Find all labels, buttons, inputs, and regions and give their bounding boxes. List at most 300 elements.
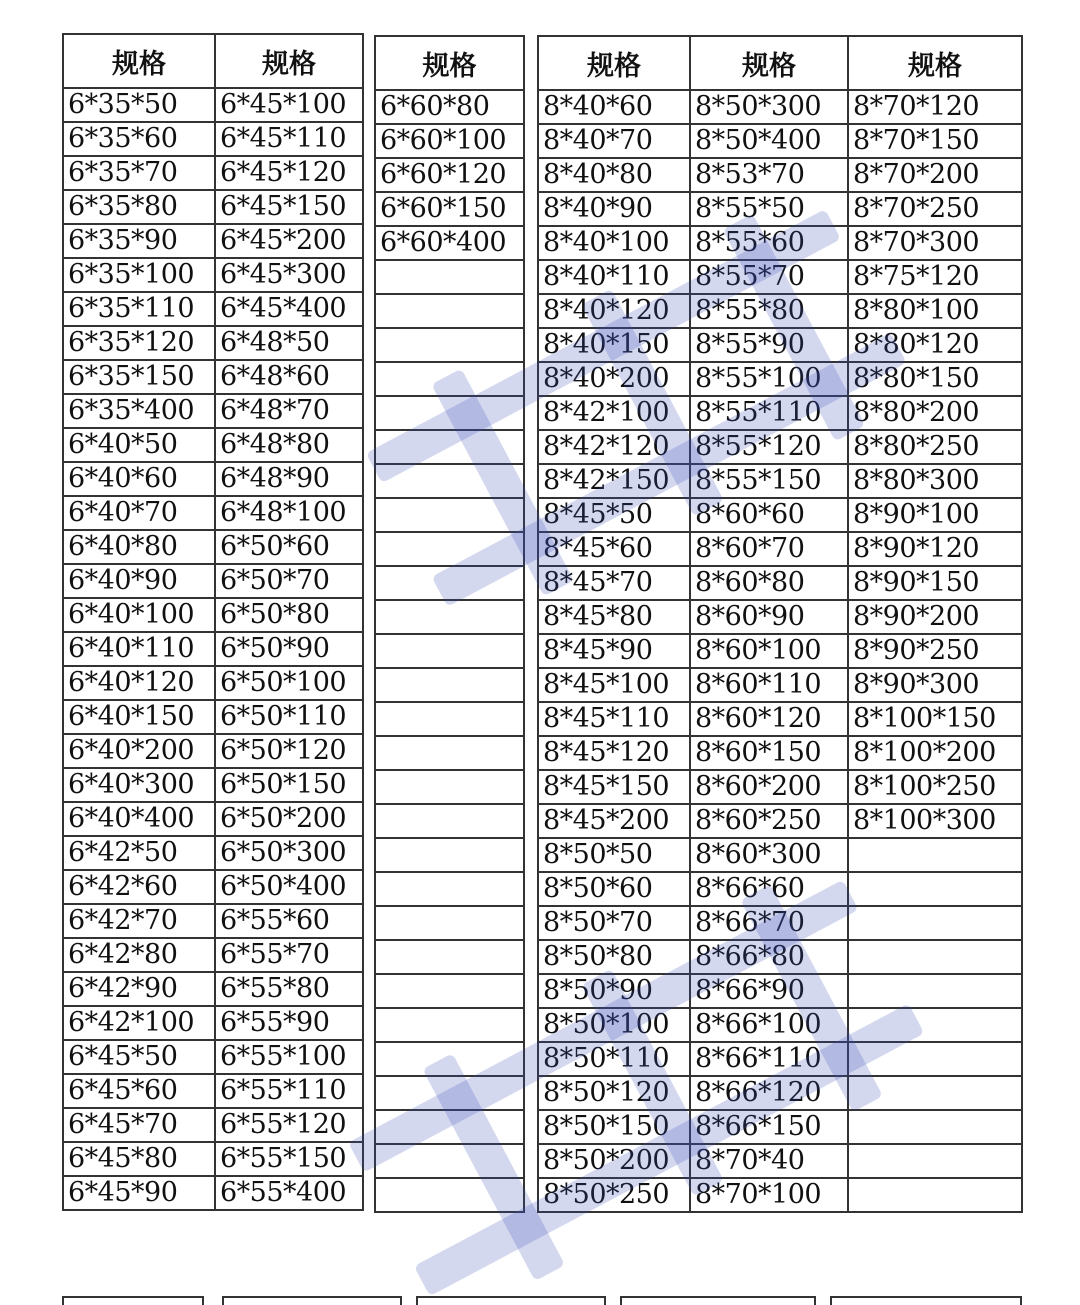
spec-cell: [848, 1110, 1022, 1144]
spec-cell: 6*50*80: [215, 598, 363, 632]
table-row: [63, 802, 363, 836]
table-row: [538, 1110, 1022, 1144]
spec-cell: [848, 1008, 1022, 1042]
table-row: [63, 564, 363, 598]
table-row: [538, 872, 1022, 906]
spec-cell: 6*42*90: [63, 972, 215, 1006]
spec-cell: 6*35*120: [63, 326, 215, 360]
table-row: [375, 464, 524, 498]
table-row: [538, 226, 1022, 260]
table-row: [375, 90, 524, 124]
table-row: [63, 258, 363, 292]
spec-cell: 6*45*120: [215, 156, 363, 190]
table-row: [63, 530, 363, 564]
spec-cell: [375, 736, 524, 770]
spec-cell: 8*70*150: [848, 124, 1022, 158]
spec-cell: 6*50*70: [215, 564, 363, 598]
spec-cell: 8*60*120: [690, 702, 848, 736]
spec-cell: 8*70*300: [848, 226, 1022, 260]
spec-cell: 6*55*90: [215, 1006, 363, 1040]
spec-cell: 8*66*90: [690, 974, 848, 1008]
spec-cell: 8*40*70: [538, 124, 690, 158]
spec-cell: 8*45*80: [538, 600, 690, 634]
spec-cell: 8*60*110: [690, 668, 848, 702]
spec-cell: 8*45*110: [538, 702, 690, 736]
spec-cell: [375, 770, 524, 804]
spec-cell: 6*50*60: [215, 530, 363, 564]
spec-cell: 8*60*90: [690, 600, 848, 634]
spec-cell: 6*60*150: [375, 192, 524, 226]
spec-cell: 6*50*150: [215, 768, 363, 802]
table-row: [375, 940, 524, 974]
table-row: [538, 1076, 1022, 1110]
table-row: [63, 938, 363, 972]
cropped-next-table: [62, 1296, 204, 1305]
spec-cell: 6*42*60: [63, 870, 215, 904]
table-row: [538, 328, 1022, 362]
table-row: [375, 396, 524, 430]
spec-cell: [375, 362, 524, 396]
spec-cell: [375, 634, 524, 668]
table-row: [375, 124, 524, 158]
spec-cell: [375, 974, 524, 1008]
spec-cell: 6*40*400: [63, 802, 215, 836]
spec-cell: 8*50*60: [538, 872, 690, 906]
table-row: [63, 870, 363, 904]
spec-cell: 8*60*100: [690, 634, 848, 668]
spec-cell: [375, 838, 524, 872]
spec-cell: 8*66*70: [690, 906, 848, 940]
spec-cell: [848, 1042, 1022, 1076]
spec-cell: 6*48*100: [215, 496, 363, 530]
spec-cell: 6*55*60: [215, 904, 363, 938]
spec-cell: 8*55*90: [690, 328, 848, 362]
spec-cell: 8*66*60: [690, 872, 848, 906]
spec-table-1: [62, 33, 364, 1211]
spec-cell: [848, 838, 1022, 872]
spec-cell: 6*45*200: [215, 224, 363, 258]
spec-cell: [375, 668, 524, 702]
spec-cell: 8*42*100: [538, 396, 690, 430]
spec-cell: 6*35*100: [63, 258, 215, 292]
spec-cell: 8*55*150: [690, 464, 848, 498]
table-row: [63, 1142, 363, 1176]
spec-cell: 8*70*250: [848, 192, 1022, 226]
spec-cell: [375, 702, 524, 736]
spec-cell: 6*45*150: [215, 190, 363, 224]
spec-cell: [375, 566, 524, 600]
spec-cell: 8*80*150: [848, 362, 1022, 396]
spec-cell: 8*70*100: [690, 1178, 848, 1212]
spec-cell: 6*48*70: [215, 394, 363, 428]
table-row: [63, 360, 363, 394]
table-row: [63, 904, 363, 938]
table-row: [538, 940, 1022, 974]
spec-cell: 6*40*80: [63, 530, 215, 564]
spec-cell: 8*70*40: [690, 1144, 848, 1178]
cropped-next-table: [222, 1296, 402, 1305]
table-row: [375, 498, 524, 532]
spec-cell: 8*50*110: [538, 1042, 690, 1076]
spec-cell: 6*45*110: [215, 122, 363, 156]
table-row: [63, 224, 363, 258]
spec-cell: 6*50*110: [215, 700, 363, 734]
table-row: [538, 566, 1022, 600]
table-row: [375, 974, 524, 1008]
spec-cell: [375, 532, 524, 566]
spec-cell: 6*50*120: [215, 734, 363, 768]
spec-cell: 6*35*110: [63, 292, 215, 326]
spec-cell: 8*70*200: [848, 158, 1022, 192]
spec-cell: [375, 498, 524, 532]
spec-cell: 6*40*50: [63, 428, 215, 462]
spec-cell: 6*60*100: [375, 124, 524, 158]
table-row: [538, 1008, 1022, 1042]
spec-cell: 8*90*200: [848, 600, 1022, 634]
table-row: [375, 804, 524, 838]
spec-cell: 8*100*250: [848, 770, 1022, 804]
table-row: [375, 328, 524, 362]
table-row: [538, 498, 1022, 532]
spec-cell: 6*42*80: [63, 938, 215, 972]
spec-table-2: [374, 35, 525, 1213]
spec-cell: 8*90*100: [848, 498, 1022, 532]
spec-cell: 8*66*120: [690, 1076, 848, 1110]
spec-cell: 8*40*110: [538, 260, 690, 294]
spec-cell: 8*90*150: [848, 566, 1022, 600]
table-row: [63, 122, 363, 156]
cropped-next-table: [830, 1296, 1022, 1305]
spec-cell: 8*80*100: [848, 294, 1022, 328]
spec-cell: 6*55*100: [215, 1040, 363, 1074]
table-row: [538, 600, 1022, 634]
spec-cell: 6*55*70: [215, 938, 363, 972]
spec-cell: 8*60*150: [690, 736, 848, 770]
table-row: [375, 430, 524, 464]
table-row: [63, 972, 363, 1006]
spec-cell: [375, 1144, 524, 1178]
spec-cell: [848, 1144, 1022, 1178]
table-row: [375, 1110, 524, 1144]
table-row: [538, 158, 1022, 192]
spec-cell: 6*35*70: [63, 156, 215, 190]
spec-cell: 8*66*110: [690, 1042, 848, 1076]
spec-cell: 8*45*120: [538, 736, 690, 770]
table-row: [63, 496, 363, 530]
table-row: [63, 1074, 363, 1108]
spec-cell: 8*60*80: [690, 566, 848, 600]
table-row: [63, 598, 363, 632]
spec-cell: [848, 872, 1022, 906]
table-row: [375, 770, 524, 804]
spec-cell: 8*60*70: [690, 532, 848, 566]
spec-cell: 8*60*200: [690, 770, 848, 804]
spec-cell: 8*40*80: [538, 158, 690, 192]
spec-cell: [375, 1042, 524, 1076]
spec-cell: 6*40*120: [63, 666, 215, 700]
spec-cell: 6*50*90: [215, 632, 363, 666]
spec-cell: 6*50*100: [215, 666, 363, 700]
spec-cell: 6*40*300: [63, 768, 215, 802]
spec-cell: 8*100*300: [848, 804, 1022, 838]
spec-cell: [375, 396, 524, 430]
spec-cell: [375, 872, 524, 906]
table-row: [538, 974, 1022, 1008]
spec-cell: 8*70*120: [848, 90, 1022, 124]
spec-cell: [848, 1178, 1022, 1212]
spec-cell: 6*60*120: [375, 158, 524, 192]
table-row: [63, 428, 363, 462]
spec-cell: 8*50*400: [690, 124, 848, 158]
spec-cell: 6*45*70: [63, 1108, 215, 1142]
table-row: [538, 90, 1022, 124]
spec-cell: 6*55*120: [215, 1108, 363, 1142]
spec-cell: 8*60*250: [690, 804, 848, 838]
spec-cell: [375, 430, 524, 464]
table-row: [538, 362, 1022, 396]
table-row: [63, 1108, 363, 1142]
spec-cell: 6*50*300: [215, 836, 363, 870]
table-row: [63, 836, 363, 870]
column-header: 规格: [538, 36, 690, 90]
spec-cell: 8*66*150: [690, 1110, 848, 1144]
table-row: [375, 600, 524, 634]
table-row: [375, 260, 524, 294]
spec-cell: 8*42*150: [538, 464, 690, 498]
spec-cell: 6*55*80: [215, 972, 363, 1006]
table-row: [375, 226, 524, 260]
table-row: [538, 464, 1022, 498]
table-row: [63, 156, 363, 190]
table-row: [538, 1144, 1022, 1178]
table-row: [538, 1178, 1022, 1212]
spec-cell: 8*45*50: [538, 498, 690, 532]
table-row: [375, 1144, 524, 1178]
spec-cell: 8*50*250: [538, 1178, 690, 1212]
spec-cell: 8*55*50: [690, 192, 848, 226]
table-row: [538, 192, 1022, 226]
spec-cell: 6*48*90: [215, 462, 363, 496]
spec-cell: 6*55*400: [215, 1176, 363, 1210]
table-row: [538, 634, 1022, 668]
spec-cell: 6*35*50: [63, 88, 215, 122]
table-row: [63, 394, 363, 428]
spec-cell: 8*40*150: [538, 328, 690, 362]
spec-cell: 8*80*250: [848, 430, 1022, 464]
table-row: [375, 872, 524, 906]
table-row: [375, 158, 524, 192]
spec-cell: 6*45*90: [63, 1176, 215, 1210]
table-row: [538, 1042, 1022, 1076]
spec-cell: 6*40*70: [63, 496, 215, 530]
table-row: [63, 1176, 363, 1210]
table-row: [63, 88, 363, 122]
spec-cell: 6*45*60: [63, 1074, 215, 1108]
spec-cell: 8*100*200: [848, 736, 1022, 770]
spec-cell: 8*55*120: [690, 430, 848, 464]
spec-cell: [375, 1178, 524, 1212]
table-row: [538, 668, 1022, 702]
spec-cell: [848, 1076, 1022, 1110]
table-header-row: [63, 34, 363, 88]
spec-cell: [375, 906, 524, 940]
table-row: [538, 294, 1022, 328]
spec-cell: [375, 464, 524, 498]
spec-cell: [375, 260, 524, 294]
spec-cell: 8*42*120: [538, 430, 690, 464]
spec-cell: 8*90*300: [848, 668, 1022, 702]
table-row: [63, 768, 363, 802]
table-row: [375, 1008, 524, 1042]
spec-cell: 8*53*70: [690, 158, 848, 192]
spec-cell: 8*50*90: [538, 974, 690, 1008]
spec-cell: 8*50*100: [538, 1008, 690, 1042]
table-row: [538, 702, 1022, 736]
cropped-next-table: [416, 1296, 606, 1305]
spec-cell: [375, 1076, 524, 1110]
spec-cell: 8*75*120: [848, 260, 1022, 294]
spec-cell: 8*45*60: [538, 532, 690, 566]
spec-cell: 6*48*50: [215, 326, 363, 360]
spec-cell: 8*50*70: [538, 906, 690, 940]
spec-cell: 6*42*70: [63, 904, 215, 938]
spec-cell: 8*40*120: [538, 294, 690, 328]
spec-cell: 6*45*100: [215, 88, 363, 122]
cropped-previous-row: [62, 24, 202, 32]
spec-cell: 8*66*80: [690, 940, 848, 974]
spec-cell: [375, 940, 524, 974]
table-row: [63, 700, 363, 734]
table-row: [375, 1178, 524, 1212]
spec-cell: 6*48*60: [215, 360, 363, 394]
spec-cell: 6*35*90: [63, 224, 215, 258]
spec-cell: [375, 804, 524, 838]
spec-cell: 8*60*60: [690, 498, 848, 532]
spec-cell: 8*50*300: [690, 90, 848, 124]
table-row: [375, 192, 524, 226]
spec-cell: 8*90*120: [848, 532, 1022, 566]
spec-cell: 8*45*100: [538, 668, 690, 702]
table-row: [375, 532, 524, 566]
table-row: [63, 462, 363, 496]
spec-cell: 6*45*400: [215, 292, 363, 326]
spec-cell: [375, 328, 524, 362]
spec-cell: 8*80*200: [848, 396, 1022, 430]
table-row: [538, 260, 1022, 294]
spec-cell: 8*40*60: [538, 90, 690, 124]
spec-cell: 8*45*90: [538, 634, 690, 668]
spec-cell: 6*60*400: [375, 226, 524, 260]
spec-cell: 6*42*50: [63, 836, 215, 870]
column-header: 规格: [63, 34, 215, 88]
spec-cell: 8*100*150: [848, 702, 1022, 736]
spec-cell: 8*55*70: [690, 260, 848, 294]
table-row: [538, 532, 1022, 566]
spec-cell: 6*35*150: [63, 360, 215, 394]
table-row: [538, 396, 1022, 430]
column-header: 规格: [690, 36, 848, 90]
spec-cell: 6*50*200: [215, 802, 363, 836]
table-row: [538, 906, 1022, 940]
spec-cell: 8*50*120: [538, 1076, 690, 1110]
table-row: [375, 634, 524, 668]
spec-cell: 6*45*50: [63, 1040, 215, 1074]
table-row: [63, 666, 363, 700]
spec-cell: 8*40*90: [538, 192, 690, 226]
cropped-next-table: [620, 1296, 816, 1305]
table-header-row: [375, 36, 524, 90]
spec-cell: 6*40*100: [63, 598, 215, 632]
table-header-row: [538, 36, 1022, 90]
spec-cell: 6*35*60: [63, 122, 215, 156]
table-row: [538, 838, 1022, 872]
spec-cell: 6*40*150: [63, 700, 215, 734]
spec-cell: 8*45*150: [538, 770, 690, 804]
spec-cell: 6*55*150: [215, 1142, 363, 1176]
spec-cell: [848, 940, 1022, 974]
spec-cell: 6*40*110: [63, 632, 215, 666]
spec-cell: [848, 974, 1022, 1008]
table-row: [375, 668, 524, 702]
spec-cell: 8*55*60: [690, 226, 848, 260]
spec-cell: 8*80*120: [848, 328, 1022, 362]
table-row: [375, 702, 524, 736]
table-row: [63, 292, 363, 326]
table-row: [375, 1042, 524, 1076]
spec-cell: 8*55*100: [690, 362, 848, 396]
spec-cell: 8*66*100: [690, 1008, 848, 1042]
column-header: 规格: [375, 36, 524, 90]
spec-cell: [375, 1110, 524, 1144]
table-row: [375, 736, 524, 770]
table-row: [375, 566, 524, 600]
spec-cell: 8*55*110: [690, 396, 848, 430]
spec-cell: 8*80*300: [848, 464, 1022, 498]
spec-cell: 6*40*90: [63, 564, 215, 598]
spec-cell: 6*40*60: [63, 462, 215, 496]
table-row: [63, 1006, 363, 1040]
spec-cell: 8*60*300: [690, 838, 848, 872]
table-row: [538, 736, 1022, 770]
spec-cell: 8*90*250: [848, 634, 1022, 668]
spec-cell: 8*45*200: [538, 804, 690, 838]
table-row: [538, 430, 1022, 464]
table-row: [375, 1076, 524, 1110]
spec-cell: [375, 1008, 524, 1042]
spec-cell: [848, 906, 1022, 940]
spec-cell: 8*40*100: [538, 226, 690, 260]
spec-cell: 8*50*150: [538, 1110, 690, 1144]
spec-cell: [375, 600, 524, 634]
table-row: [375, 294, 524, 328]
spec-cell: 8*40*200: [538, 362, 690, 396]
table-row: [538, 804, 1022, 838]
table-row: [375, 906, 524, 940]
spec-cell: 6*35*80: [63, 190, 215, 224]
table-row: [63, 190, 363, 224]
spec-cell: 6*45*300: [215, 258, 363, 292]
table-row: [375, 838, 524, 872]
spec-cell: 6*35*400: [63, 394, 215, 428]
spec-cell: 8*50*80: [538, 940, 690, 974]
table-row: [538, 124, 1022, 158]
table-row: [63, 632, 363, 666]
table-row: [538, 770, 1022, 804]
spec-cell: 6*50*400: [215, 870, 363, 904]
spec-cell: 6*45*80: [63, 1142, 215, 1176]
table-row: [375, 362, 524, 396]
spec-table-3: [537, 35, 1023, 1213]
